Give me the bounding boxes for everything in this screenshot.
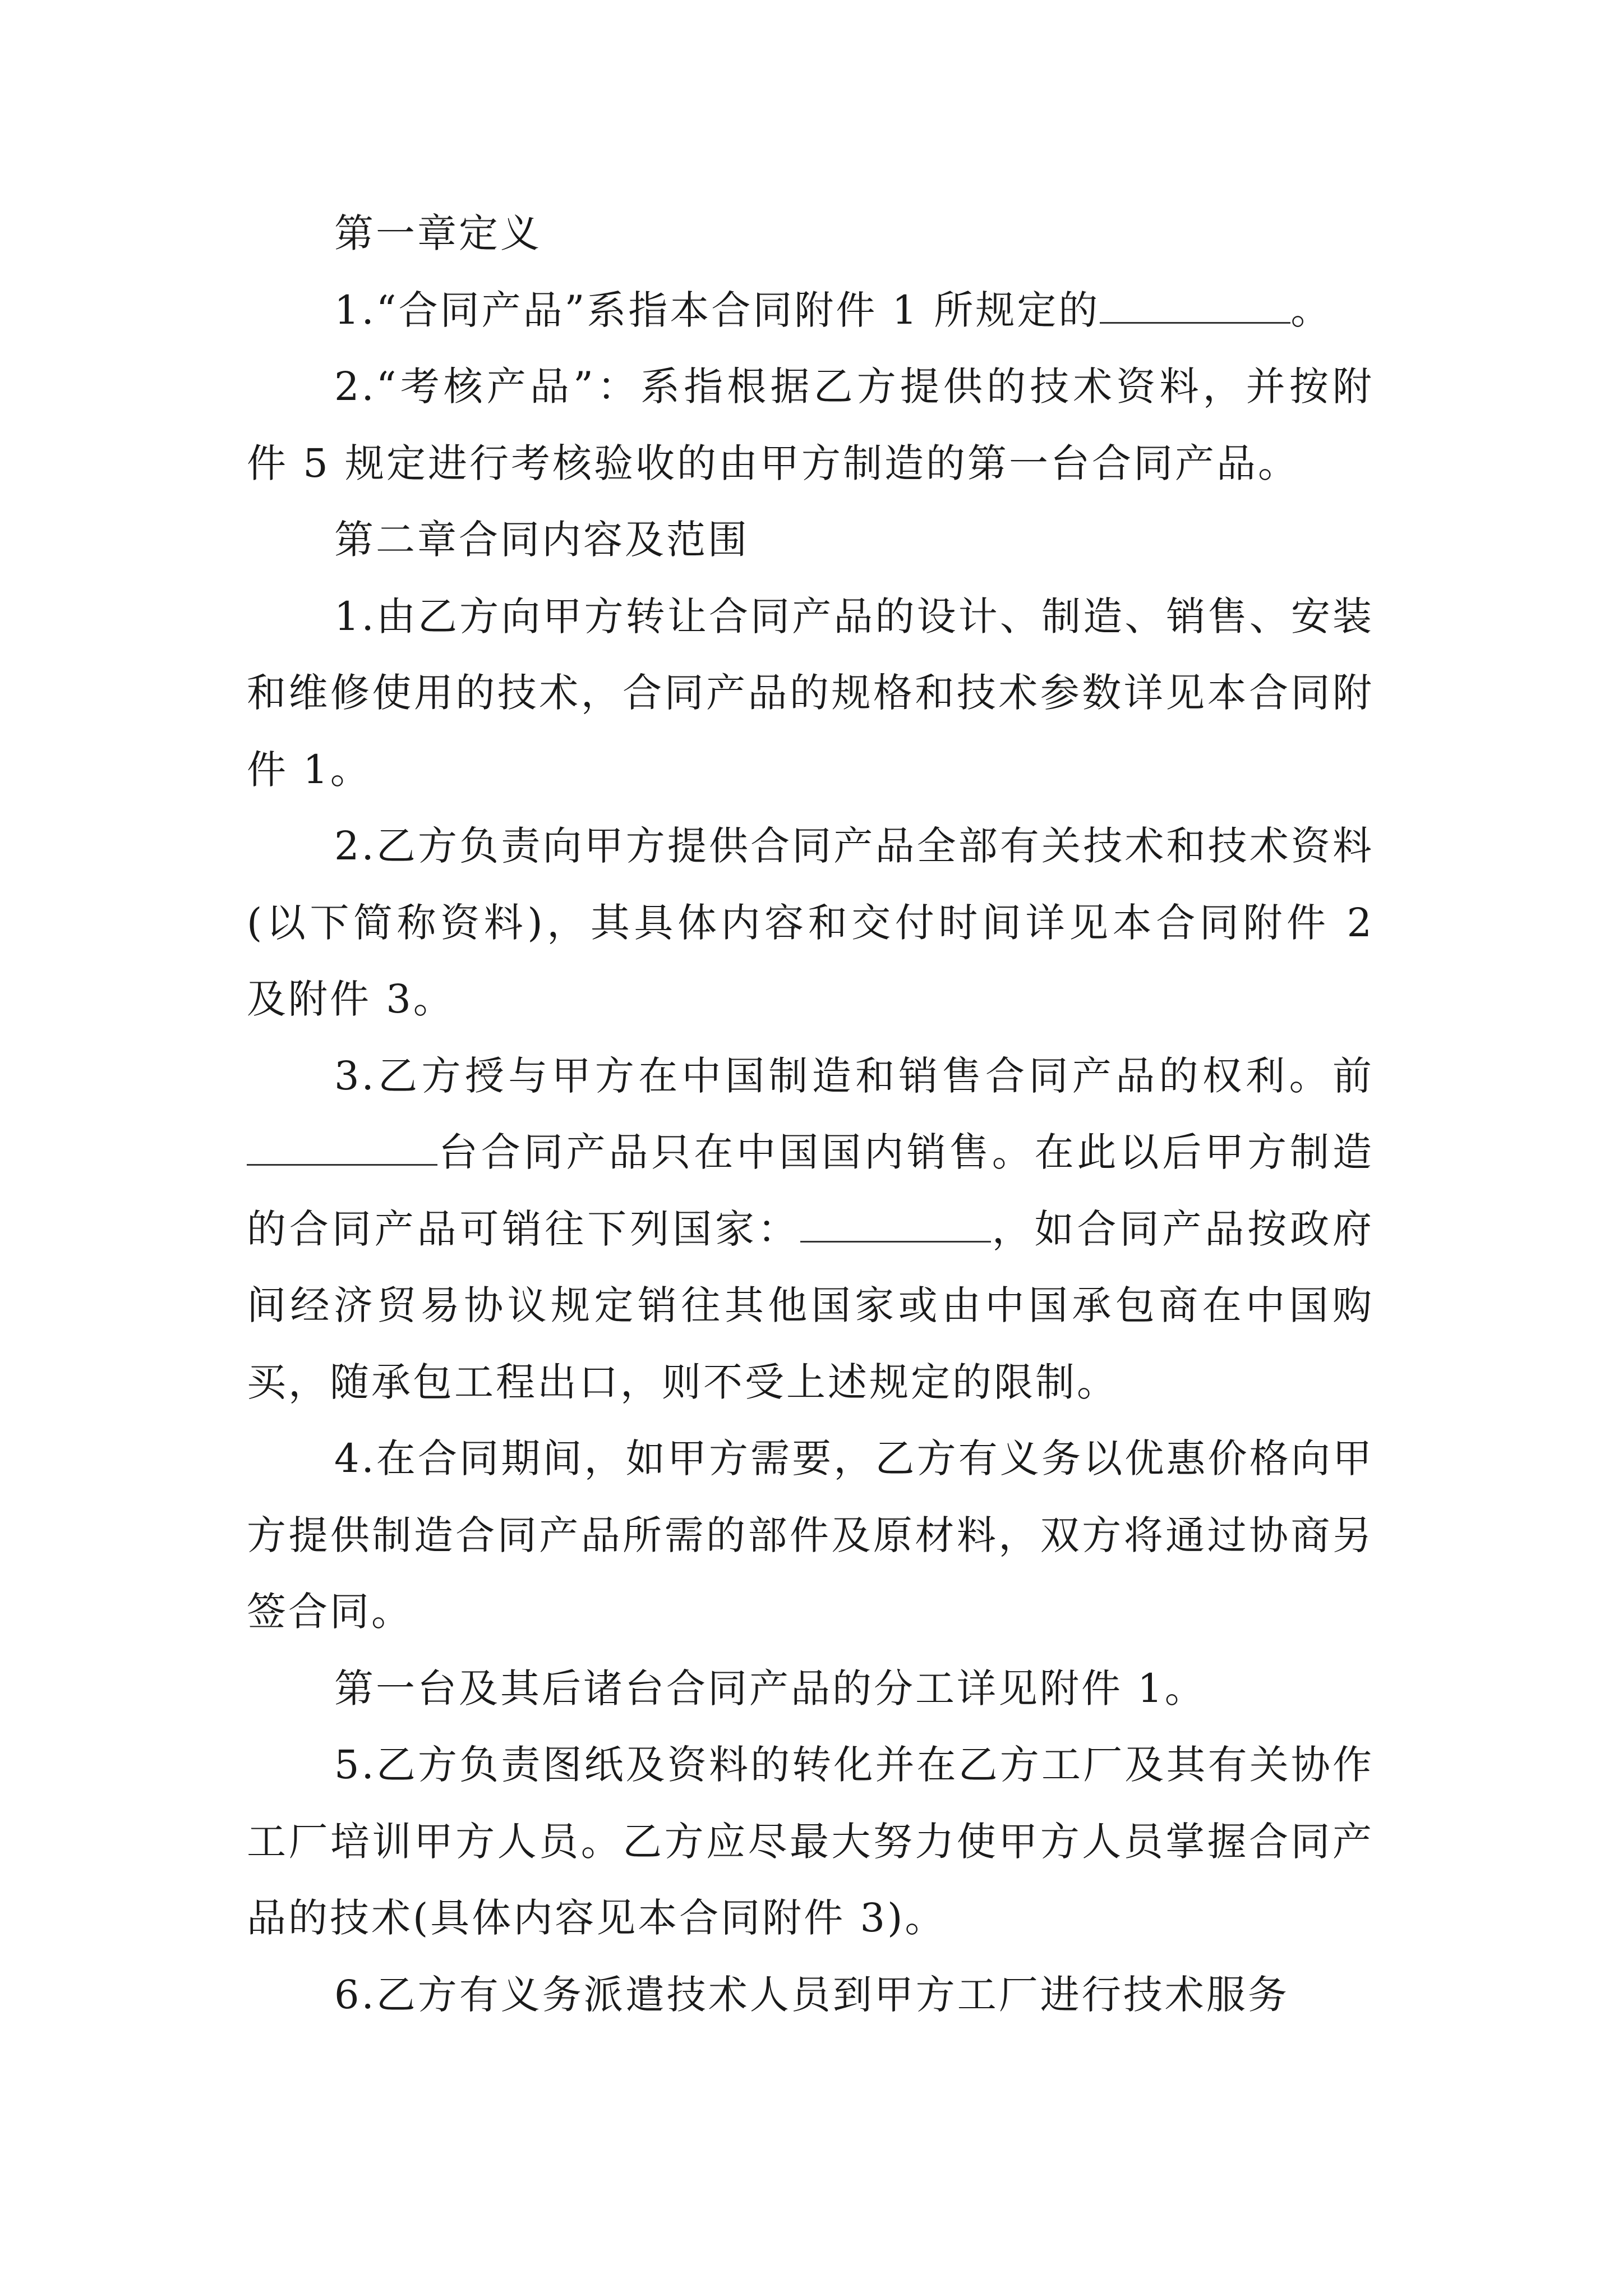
chapter-1-title: 第一章定义 xyxy=(334,210,542,256)
blank-field xyxy=(800,1202,991,1243)
blank-field xyxy=(247,1125,437,1166)
chapter-2-item-4: 4.在合同期间，如甲方需要，乙方有义务以优惠价格向甲方提供制造合同产品所需的部件及原材料，双方将通过协商另签合同。 xyxy=(247,1435,1374,1635)
item-3-part-3: ，如合同产品按政府间经济贸易协议规定销往其他国家或由中国承包商在中国购买，随承包工程出口，则不受上述规定的限制。 xyxy=(247,1205,1375,1405)
item-1-text: 1.“合同产品”系指本合同附件 1 所规定的 xyxy=(334,287,1100,333)
chapter-2-item-2: 2.乙方负责向甲方提供合同产品全部有关技术和技术资料(以下简称资料)，其具体内容和交付时间详见本合同附件 2 及附件 3。 xyxy=(247,823,1374,1022)
document-body xyxy=(247,195,1374,2033)
chapter-2-item-5: 5.乙方负责图纸及资料的转化并在乙方工厂及其有关协作工厂培训甲方人员。乙方应尽最大努力使甲方人员掌握合同产品的技术(具体内容见本合同附件 3)。 xyxy=(247,1742,1374,1941)
chapter-1-item-1 xyxy=(247,272,1374,349)
blank-field xyxy=(1100,283,1290,324)
item-3-part-2: 台合同产品只在中国国内销售。在此以后甲方制造的合同产品可销往下列国家： xyxy=(247,1129,1374,1252)
chapter-2-title: 第二章合同内容及范围 xyxy=(334,517,749,563)
chapter-2-item-1: 1.由乙方向甲方转让合同产品的设计、制造、销售、安装和维修使用的技术，合同产品的规格和技术参数详见本合同附件 1。 xyxy=(247,593,1374,793)
chapter-2-note: 第一台及其后诸台合同产品的分工详见附件 1。 xyxy=(334,1665,1206,1711)
chapter-1-item-2: 2.“考核产品”：系指根据乙方提供的技术资料，并按附件 5 规定进行考核验收的由甲方制造的第一台合同产品。 xyxy=(247,364,1374,486)
item-3-part-1: 3.乙方授与甲方在中国制造和销售合同产品的权利。前 xyxy=(334,1052,1374,1099)
chapter-2-item-6: 6.乙方有义务派遣技术人员到甲方工厂进行技术服务 xyxy=(334,1971,1289,2018)
chapter-2-item-3 xyxy=(247,1038,1374,1421)
item-1-end: 。 xyxy=(1290,287,1332,333)
